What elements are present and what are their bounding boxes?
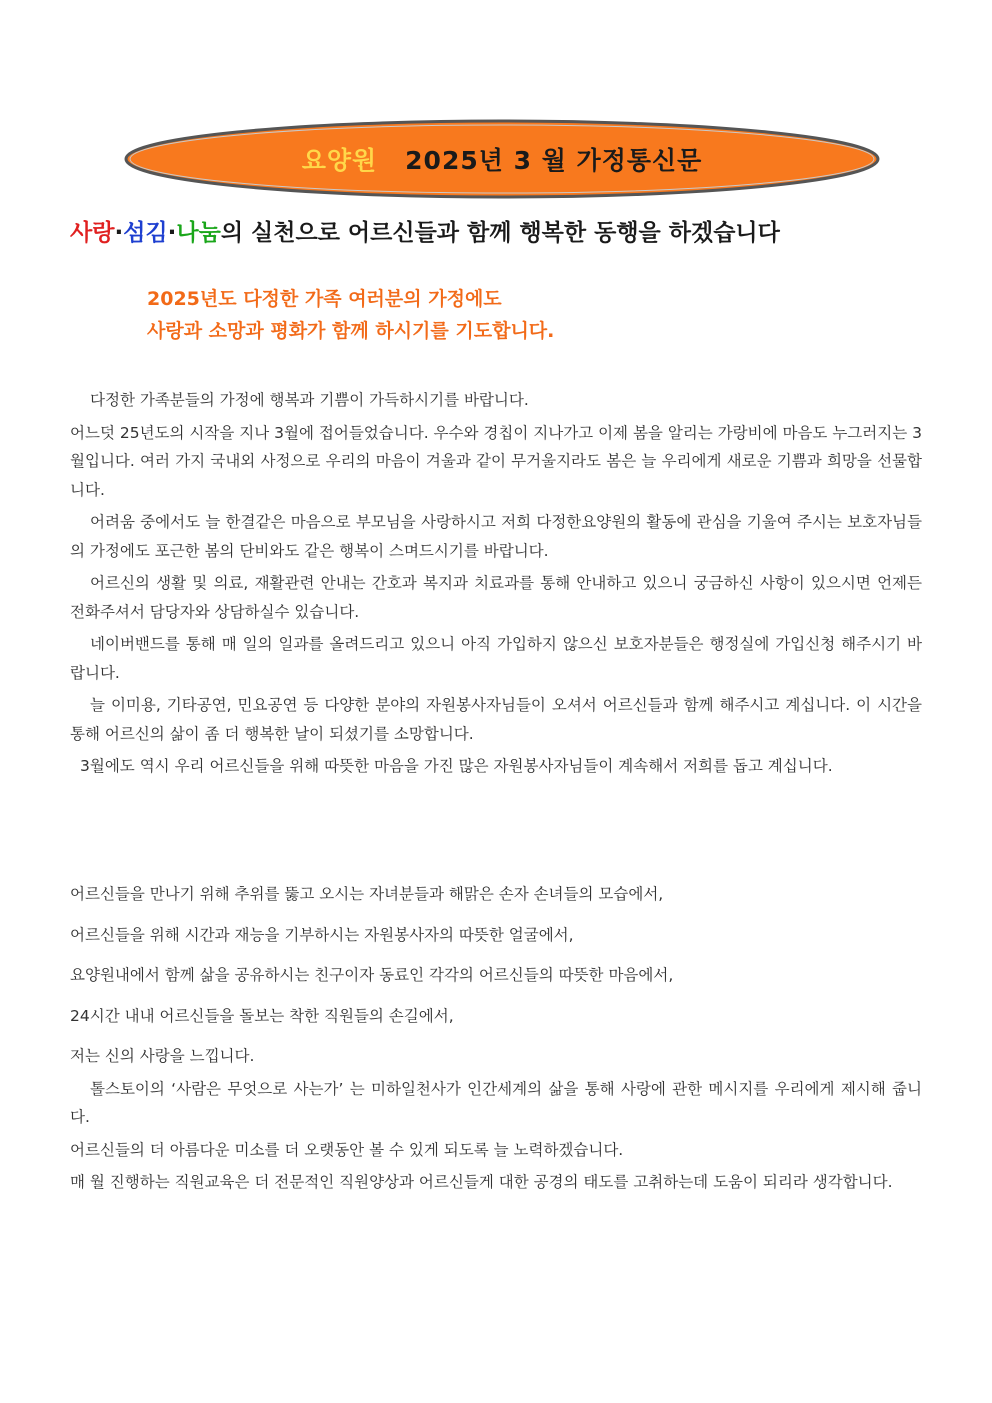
paragraph: 다정한 가족분들의 가정에 행복과 기쁨이 가득하시기를 바랍니다. (90, 391, 529, 409)
motto-word-share: 나눔 (176, 220, 221, 246)
motto-heading (70, 214, 930, 247)
motto-word-serve: 섬김 (123, 220, 168, 246)
motto-word-love: 사랑 (70, 220, 115, 246)
banner-prefix: 요양원 (301, 146, 378, 175)
closing-section (70, 880, 922, 1201)
greeting-line-2: 사랑과 소망과 평화가 함께 하시기를 기도합니다. (147, 320, 555, 342)
closing-line: 톨스토이의 ‘사람은 무엇으로 사는가’ 는 미하일천사가 인간세계의 삶을 통해 사랑에 관한 메시지를 우리에게 제시해 줍니다. (70, 1079, 922, 1126)
motto-separator: · (114, 220, 124, 246)
paragraph: 늘 이미용, 기타공연, 민요공연 등 다양한 분야의 자원봉사자님들이 오셔서 어르신들과 함께 해주시고 계십니다. 이 시간을 통해 어르신의 삶이 좀 더 행복한 날이 되셨기를 소망합니다. (70, 696, 922, 743)
closing-line: 어르신들의 더 아름다운 미소를 더 오랫동안 볼 수 있게 되도록 늘 노력하겠습니다. (70, 1140, 624, 1159)
closing-line: 어르신들을 위해 시간과 재능을 기부하시는 자원봉사자의 따뜻한 얼굴에서, (70, 925, 574, 944)
paragraph: 네이버밴드를 통해 매 일의 일과를 올려드리고 있으니 아직 가입하지 않으신 보호자분들은 행정실에 가입신청 해주시기 바랍니다. (70, 635, 922, 682)
greeting-line-1: 2025년도 다정한 가족 여러분의 가정에도 (147, 288, 502, 310)
closing-line: 24시간 내내 어르신들을 돌보는 착한 직원들의 손길에서, (70, 1006, 454, 1025)
paragraph: 어려움 중에서도 늘 한결같은 마음으로 부모님을 사랑하시고 저희 다정한요양원의 활동에 관심을 기울여 주시는 보호자님들의 가정에도 포근한 봄의 단비와도 같은 행복이 스며드시기를 바랍니다. (70, 513, 922, 560)
paragraph: 어느덧 25년도의 시작을 지나 3월에 접어들었습니다. 우수와 경칩이 지나가고 이제 봄을 알리는 가랑비에 마음도 누그러지는 3월입니다. 여러 가지 국내외 사정으로 우리의 마음이 겨울과 같이 무거울지라도 봄은 늘 우리에게 새로운 기쁨과 희망을 선물합니다. (70, 423, 922, 499)
greeting-block (147, 283, 554, 347)
paragraph: 3월에도 역시 우리 어르신들을 위해 따뜻한 마음을 가진 많은 자원봉사자님들이 계속해서 저희를 돕고 계십니다. (80, 757, 833, 775)
closing-line: 어르신들을 만나기 위해 추위를 뚫고 오시는 자녀분들과 해맑은 손자 손녀들의 모습에서, (70, 885, 664, 903)
banner-title: 2025년 3 월 가정통신문 (405, 146, 703, 175)
closing-line: 요양원내에서 함께 삶을 공유하시는 친구이자 동료인 각각의 어르신들의 따뜻한 마음에서, (70, 966, 674, 984)
banner-text (122, 118, 882, 200)
closing-line: 매 월 진행하는 직원교육은 더 전문적인 직원양상과 어르신들게 대한 공경의 태도를 고취하는데 도움이 되리라 생각합니다. (70, 1173, 893, 1191)
letter-body (70, 386, 922, 785)
motto-separator: · (167, 220, 177, 246)
closing-line: 저는 신의 사랑을 느낍니다. (70, 1047, 255, 1065)
motto-rest: 의 실천으로 어르신들과 함께 행복한 동행을 하겠습니다 (220, 220, 780, 246)
title-banner (122, 118, 882, 200)
paragraph: 어르신의 생활 및 의료, 재활관련 안내는 간호과 복지과 치료과를 통해 안내하고 있으니 궁금하신 사항이 있으시면 언제든 전화주셔서 담당자와 상담하실수 있습니다. (70, 574, 922, 621)
